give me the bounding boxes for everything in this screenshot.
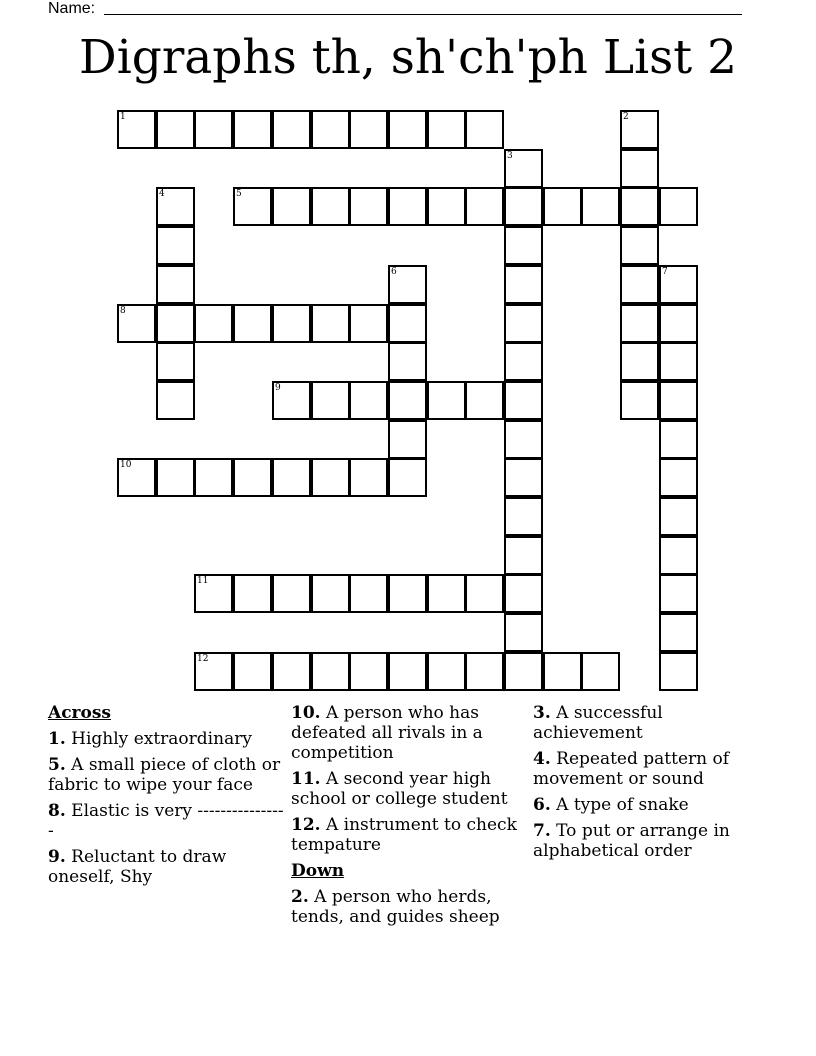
crossword-cell[interactable] — [311, 381, 350, 420]
crossword-cell[interactable] — [504, 381, 543, 420]
crossword-cell[interactable] — [504, 226, 543, 265]
crossword-cell[interactable] — [659, 574, 698, 613]
crossword-cell[interactable] — [659, 304, 698, 343]
clue-across-8 — [48, 801, 284, 841]
clue-text: Reluctant to draw oneself, Shy — [48, 847, 227, 887]
clue-text: A small piece of cloth or fabric to wipe your face — [48, 755, 281, 795]
clue-across-1 — [48, 729, 284, 749]
crossword-cell[interactable] — [156, 265, 195, 304]
clue-down-3 — [533, 703, 769, 743]
cell-number: 10 — [120, 460, 132, 470]
crossword-cell[interactable] — [465, 652, 504, 691]
crossword-cell[interactable] — [504, 265, 543, 304]
crossword-cell[interactable] — [233, 304, 272, 343]
crossword-cell[interactable] — [620, 304, 659, 343]
crossword-cell[interactable] — [659, 342, 698, 381]
clue-number: 3. — [533, 703, 551, 723]
crossword-cell[interactable] — [233, 652, 272, 691]
clue-number: 4. — [533, 749, 551, 769]
crossword-cell[interactable] — [620, 381, 659, 420]
clue-across-11 — [291, 769, 527, 809]
crossword-cell[interactable] — [427, 110, 466, 149]
clue-text: Elastic is very ---------------- — [48, 801, 284, 841]
crossword-cell[interactable] — [272, 652, 311, 691]
crossword-cell[interactable] — [504, 652, 543, 691]
crossword-cell[interactable] — [117, 458, 156, 497]
crossword-cell[interactable] — [349, 652, 388, 691]
crossword-cell[interactable] — [659, 420, 698, 459]
clue-down-2 — [291, 887, 527, 927]
clue-text: To put or arrange in alphabetical order — [533, 821, 730, 861]
crossword-cell[interactable] — [504, 149, 543, 188]
name-underline — [104, 14, 742, 15]
clues-column-2 — [291, 703, 527, 933]
crossword-cell[interactable] — [388, 381, 427, 420]
crossword-cell[interactable] — [311, 652, 350, 691]
cell-number: 6 — [391, 267, 397, 277]
clue-text: Highly extraordinary — [71, 729, 252, 749]
clue-number: 2. — [291, 887, 309, 907]
crossword-cell[interactable] — [388, 304, 427, 343]
crossword-cell[interactable] — [388, 574, 427, 613]
crossword-cell[interactable] — [233, 458, 272, 497]
crossword-cell[interactable] — [427, 381, 466, 420]
clue-text: A second year high school or college student — [291, 769, 508, 809]
crossword-cell[interactable] — [388, 652, 427, 691]
crossword-cell[interactable] — [659, 652, 698, 691]
cell-number: 12 — [197, 654, 209, 664]
crossword-cell[interactable] — [156, 458, 195, 497]
cell-number: 3 — [507, 151, 513, 161]
crossword-cell[interactable] — [156, 187, 195, 226]
crossword-cell[interactable] — [311, 304, 350, 343]
crossword-cell[interactable] — [465, 381, 504, 420]
crossword-cell[interactable] — [427, 187, 466, 226]
crossword-cell[interactable] — [465, 187, 504, 226]
crossword-cell[interactable] — [349, 110, 388, 149]
crossword-cell[interactable] — [504, 342, 543, 381]
crossword-cell[interactable] — [194, 652, 233, 691]
crossword-cell[interactable] — [156, 110, 195, 149]
clue-text: A person who has defeated all rivals in a competition — [291, 703, 483, 763]
clue-across-12 — [291, 815, 527, 855]
clue-across-10 — [291, 703, 527, 763]
clue-across-9 — [48, 847, 284, 887]
crossword-cell[interactable] — [272, 458, 311, 497]
clue-number: 7. — [533, 821, 551, 841]
crossword-cell[interactable] — [543, 187, 582, 226]
cell-number: 5 — [236, 189, 242, 199]
clue-down-7 — [533, 821, 769, 861]
clue-text: A person who herds, tends, and guides sheep — [291, 887, 500, 927]
cell-number: 9 — [275, 383, 281, 393]
crossword-cell[interactable] — [272, 304, 311, 343]
name-field[interactable] — [48, 0, 95, 18]
crossword-cell[interactable] — [504, 187, 543, 226]
clue-number: 10. — [291, 703, 321, 723]
crossword-cell[interactable] — [659, 265, 698, 304]
crossword-cell[interactable] — [272, 110, 311, 149]
clue-number: 12. — [291, 815, 321, 835]
crossword-cell[interactable] — [272, 187, 311, 226]
crossword-cell[interactable] — [156, 342, 195, 381]
clue-number: 9. — [48, 847, 66, 867]
crossword-cell[interactable] — [117, 304, 156, 343]
crossword-cell[interactable] — [620, 265, 659, 304]
clue-down-4 — [533, 749, 769, 789]
crossword-cell[interactable] — [194, 110, 233, 149]
crossword-cell[interactable] — [427, 652, 466, 691]
crossword-cell[interactable] — [388, 110, 427, 149]
cell-number: 2 — [623, 112, 629, 122]
clue-number: 6. — [533, 795, 551, 815]
across-heading: Across — [48, 703, 111, 723]
crossword-cell[interactable] — [349, 187, 388, 226]
clues-column-3 — [533, 703, 769, 867]
clue-text: A type of snake — [556, 795, 689, 815]
crossword-cell[interactable] — [620, 110, 659, 149]
crossword-cell[interactable] — [388, 458, 427, 497]
crossword-cell[interactable] — [194, 304, 233, 343]
crossword-cell[interactable] — [659, 381, 698, 420]
cell-number: 4 — [159, 189, 165, 199]
clue-across-5 — [48, 755, 284, 795]
crossword-cell[interactable] — [504, 497, 543, 536]
crossword-cell[interactable] — [349, 304, 388, 343]
crossword-cell[interactable] — [156, 381, 195, 420]
crossword-cell[interactable] — [659, 497, 698, 536]
crossword-cell[interactable] — [349, 458, 388, 497]
down-heading: Down — [291, 861, 345, 881]
clue-text: Repeated pattern of movement or sound — [533, 749, 730, 789]
cell-number: 8 — [120, 306, 126, 316]
crossword-cell[interactable] — [272, 574, 311, 613]
clue-text: A successful achievement — [533, 703, 663, 743]
cell-number: 7 — [662, 267, 668, 277]
crossword-cell[interactable] — [388, 187, 427, 226]
crossword-cell[interactable] — [233, 187, 272, 226]
clue-number: 11. — [291, 769, 321, 789]
name-label: Name: — [48, 0, 96, 17]
clues-column-1 — [48, 703, 284, 893]
crossword-cell[interactable] — [504, 536, 543, 575]
crossword-cell[interactable] — [581, 652, 620, 691]
crossword-cell[interactable] — [620, 187, 659, 226]
crossword-cell[interactable] — [233, 110, 272, 149]
crossword-cell[interactable] — [388, 420, 427, 459]
crossword-cell[interactable] — [504, 613, 543, 652]
clue-number: 5. — [48, 755, 66, 775]
crossword-cell[interactable] — [272, 381, 311, 420]
crossword-cell[interactable] — [659, 187, 698, 226]
crossword-cell[interactable] — [388, 265, 427, 304]
crossword-cell[interactable] — [311, 458, 350, 497]
crossword-cell[interactable] — [156, 226, 195, 265]
crossword-cell[interactable] — [543, 652, 582, 691]
crossword-cell[interactable] — [504, 304, 543, 343]
clue-number: 1. — [48, 729, 66, 749]
crossword-cell[interactable] — [620, 226, 659, 265]
cell-number: 1 — [120, 112, 126, 122]
crossword-cell[interactable] — [194, 458, 233, 497]
crossword-cell[interactable] — [311, 110, 350, 149]
crossword-cell[interactable] — [659, 458, 698, 497]
crossword-cell[interactable] — [156, 304, 195, 343]
crossword-cell[interactable] — [349, 574, 388, 613]
clue-text: A instrument to check tempature — [291, 815, 517, 855]
crossword-cell[interactable] — [504, 574, 543, 613]
cell-number: 11 — [197, 576, 209, 586]
crossword-cell[interactable] — [233, 574, 272, 613]
crossword-cell[interactable] — [117, 110, 156, 149]
crossword-cell[interactable] — [311, 574, 350, 613]
crossword-cell[interactable] — [581, 187, 620, 226]
crossword-cell[interactable] — [194, 574, 233, 613]
crossword-cell[interactable] — [465, 574, 504, 613]
crossword-cell[interactable] — [620, 149, 659, 188]
page-title: Digraphs th, sh'ch'ph List 2 — [79, 30, 737, 85]
crossword-cell[interactable] — [504, 458, 543, 497]
crossword-cell[interactable] — [311, 187, 350, 226]
clue-number: 8. — [48, 801, 66, 821]
crossword-cell[interactable] — [427, 574, 466, 613]
crossword-cell[interactable] — [349, 381, 388, 420]
crossword-cell[interactable] — [620, 342, 659, 381]
crossword-cell[interactable] — [388, 342, 427, 381]
crossword-cell[interactable] — [465, 110, 504, 149]
crossword-cell[interactable] — [659, 536, 698, 575]
crossword-cell[interactable] — [659, 613, 698, 652]
clue-down-6 — [533, 795, 769, 815]
crossword-cell[interactable] — [504, 420, 543, 459]
